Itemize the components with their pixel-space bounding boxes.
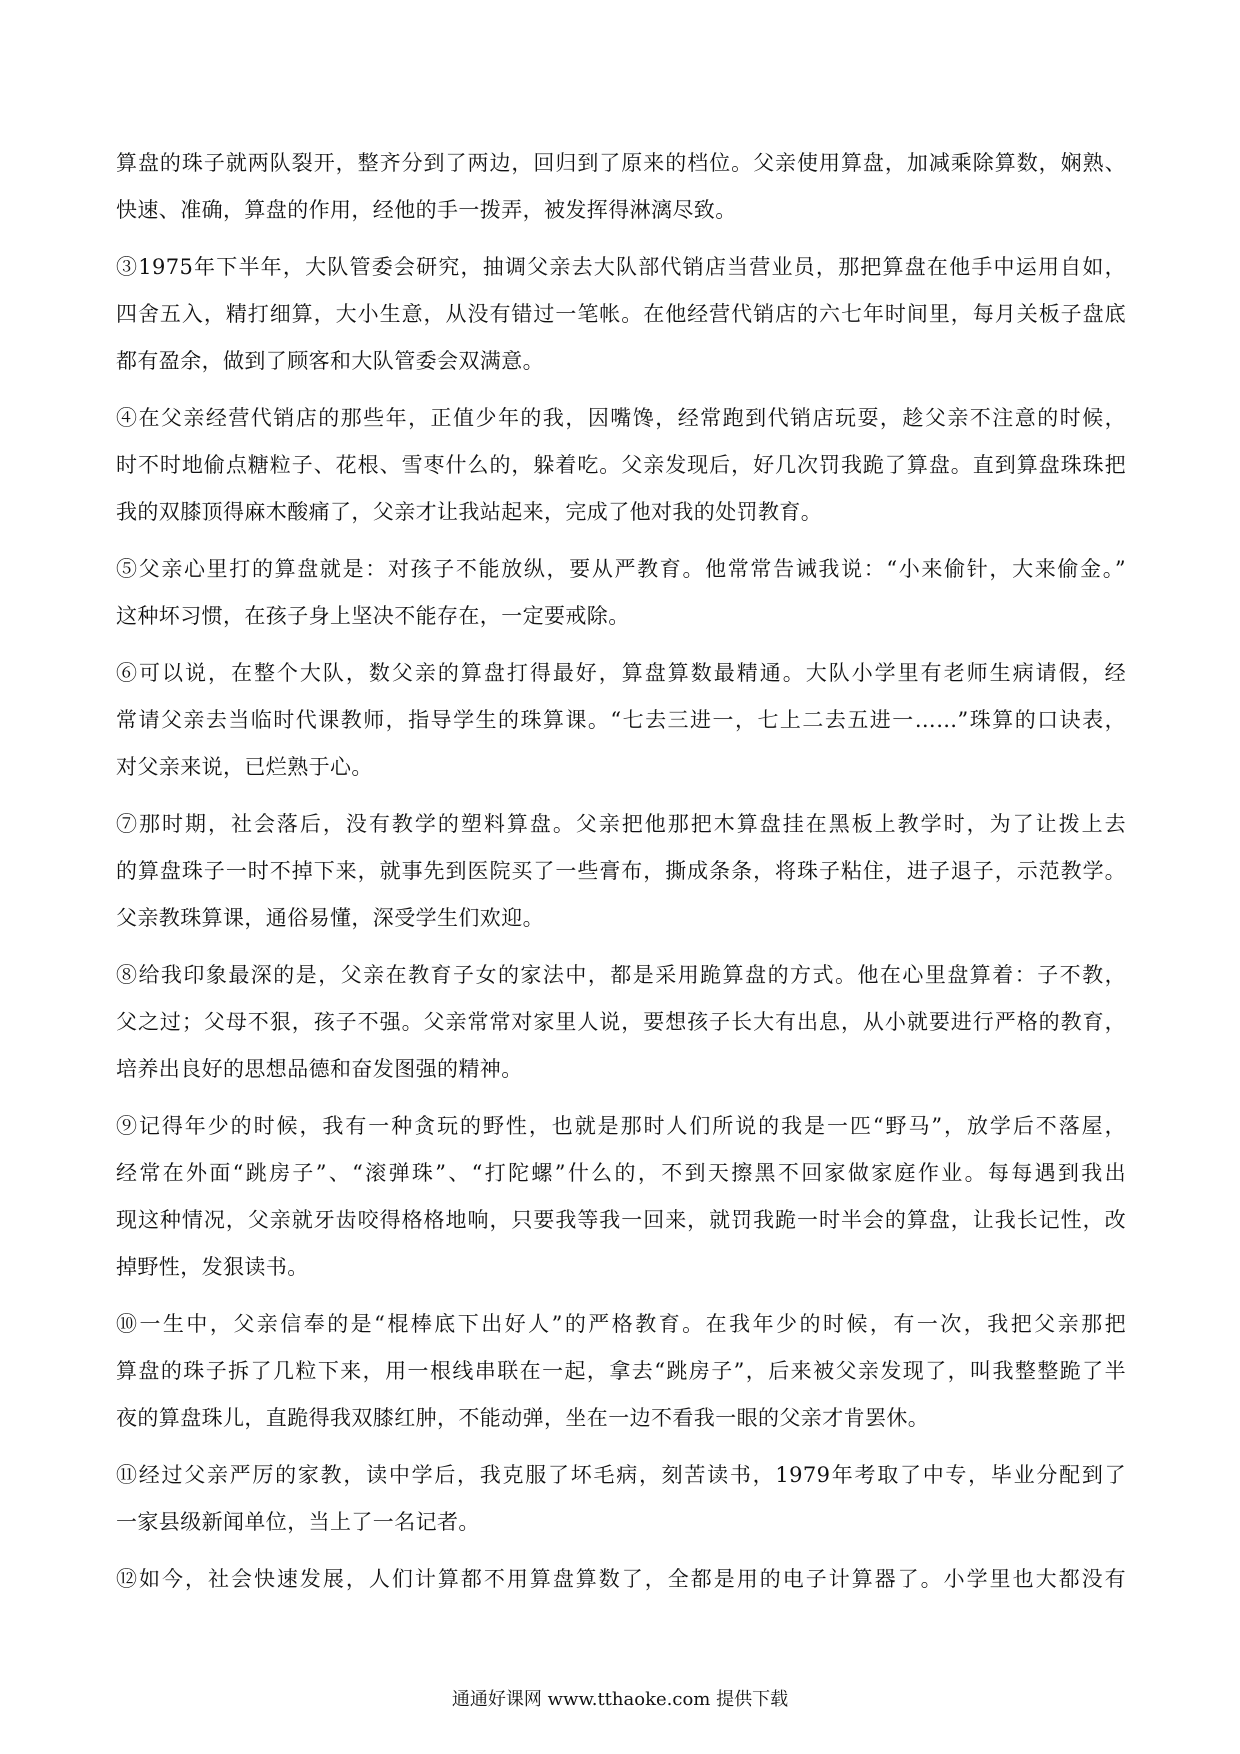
text-line: 掉野性，发狠读书。 [116,1255,309,1279]
paragraph [116,952,1126,1093]
text-line: 算盘的珠子拆了几粒下来，用一根线串联在一起，拿去“跳房子”，后来被父亲发现了，叫我整整跪了半 [116,1359,1126,1383]
paragraph-gap [116,1291,1126,1301]
text-line: 的算盘珠子一时不掉下来，就事先到医院买了一些膏布，撕成条条，将珠子粘住，进子退子，示范教学。 [116,859,1126,883]
paragraph-gap [116,1442,1126,1452]
text-line: ⑪经过父亲严厉的家教，读中学后，我克服了坏毛病，刻苦读书，1979年考取了中专，毕业分配到了 [116,1463,1126,1487]
page-footer: 通通好课网 www.tthaoke.com 提供下载 [451,1689,789,1710]
paragraph [116,395,1126,536]
paragraph-gap [116,640,1126,650]
text-line: ⑦那时期，社会落后，没有教学的塑料算盘。父亲把他那把木算盘挂在黑板上教学时，为了让拨上去 [116,812,1126,836]
text-line: 夜的算盘珠儿，直跪得我双膝红肿，不能动弹，坐在一边不看我一眼的父亲才肯罢休。 [116,1406,930,1430]
paragraph [116,1556,1126,1603]
paragraph [116,546,1126,640]
paragraph-gap [116,942,1126,952]
text-line: 经常在外面“跳房子”、“滚弹珠”、“打陀螺”什么的，不到天擦黑不回家做家庭作业。每每遇到我出 [116,1161,1126,1185]
text-line: ⑥可以说，在整个大队，数父亲的算盘打得最好，算盘算数最精通。大队小学里有老师生病请假，经 [116,661,1126,685]
paragraph [116,244,1126,385]
text-line: 快速、准确，算盘的作用，经他的手一拨弄，被发挥得淋漓尽致。 [116,198,737,222]
paragraph [116,1301,1126,1442]
text-line: ⑫如今，社会快速发展，人们计算都不用算盘算数了，全都是用的电子计算器了。小学里也大都没有 [116,1567,1126,1591]
text-line: 常请父亲去当临时代课教师，指导学生的珠算课。“七去三进一，七上二去五进一……”珠算的口诀表， [116,708,1126,732]
paragraph [116,1452,1126,1546]
text-line: ③1975年下半年，大队管委会研究，抽调父亲去大队部代销店当营业员，那把算盘在他手中运用自如， [116,255,1126,279]
paragraph-gap [116,1093,1126,1103]
text-line: 一家县级新闻单位，当上了一名记者。 [116,1510,480,1534]
text-line: 这种坏习惯，在孩子身上坚决不能存在，一定要戒除。 [116,604,630,628]
text-line: 现这种情况，父亲就牙齿咬得格格地响，只要我等我一回来，就罚我跪一时半会的算盘，让我长记性，改 [116,1208,1126,1232]
paragraph [116,801,1126,942]
text-line: 父亲教珠算课，通俗易懂，深受学生们欢迎。 [116,906,544,930]
text-line: 四舍五入，精打细算，大小生意，从没有错过一笔帐。在他经营代销店的六七年时间里，每月关板子盘底 [116,302,1126,326]
text-line: ⑤父亲心里打的算盘就是：对孩子不能放纵，要从严教育。他常常告诫我说：“小来偷针，大来偷金。” [116,557,1126,581]
text-line: 培养出良好的思想品德和奋发图强的精神。 [116,1057,523,1081]
paragraph-gap [116,536,1126,546]
text-line: 我的双膝顶得麻木酸痛了，父亲才让我站起来，完成了他对我的处罚教育。 [116,500,823,524]
text-line: 父之过；父母不狠，孩子不强。父亲常常对家里人说，要想孩子长大有出息，从小就要进行严格的教育， [116,1010,1126,1034]
text-line: 时不时地偷点糖粒子、花根、雪枣什么的，躲着吃。父亲发现后，好几次罚我跪了算盘。直到算盘珠珠把 [116,453,1126,477]
text-line: ⑩一生中，父亲信奉的是“棍棒底下出好人”的严格教育。在我年少的时候，有一次，我把父亲那把 [116,1312,1126,1336]
paragraph-gap [116,385,1126,395]
paragraph-gap [116,234,1126,244]
text-line: ⑨记得年少的时候，我有一种贪玩的野性，也就是那时人们所说的我是一匹“野马”，放学后不落屋， [116,1114,1126,1138]
text-line: 对父亲来说，已烂熟于心。 [116,755,373,779]
text-line: 算盘的珠子就两队裂开，整齐分到了两边，回归到了原来的档位。父亲使用算盘，加减乘除算数，娴熟、 [116,151,1126,175]
paragraph [116,140,1126,234]
paragraph [116,1103,1126,1291]
paragraph-gap [116,1546,1126,1556]
paragraph [116,650,1126,791]
paragraph-gap [116,791,1126,801]
text-line: 都有盈余，做到了顾客和大队管委会双满意。 [116,349,544,373]
text-line: ④在父亲经营代销店的那些年，正值少年的我，因嘴馋，经常跑到代销店玩耍，趁父亲不注意的时候， [116,406,1126,430]
article-body [116,140,1126,1603]
text-line: ⑧给我印象最深的是，父亲在教育子女的家法中，都是采用跪算盘的方式。他在心里盘算着：子不教， [116,963,1126,987]
